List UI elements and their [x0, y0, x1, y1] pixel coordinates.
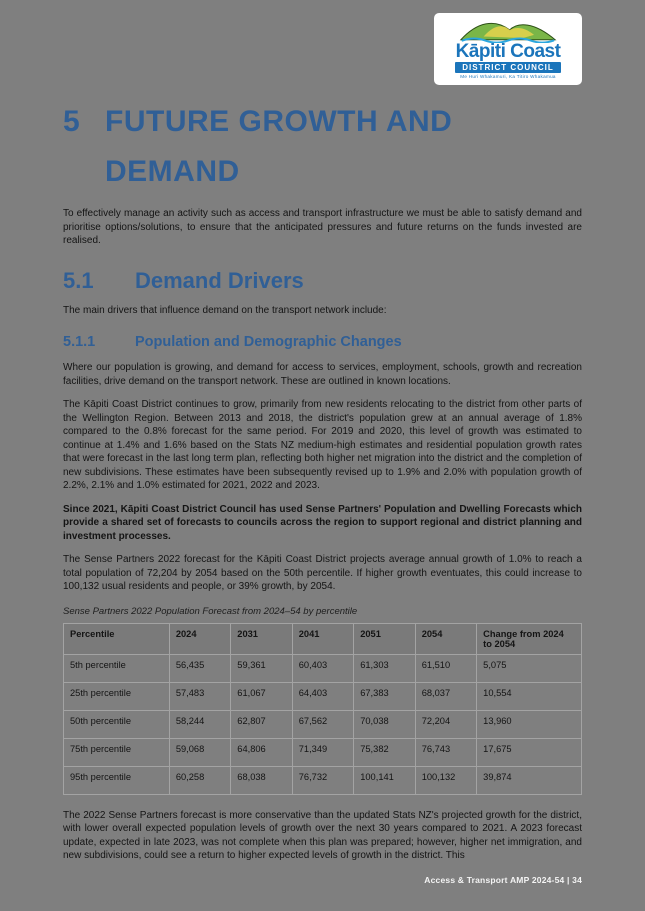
table-header-row [64, 623, 582, 654]
table-row [64, 682, 582, 710]
table-cell: 10,554 [477, 682, 582, 710]
table-cell: 72,204 [415, 710, 476, 738]
section-title [105, 97, 452, 197]
council-logo [434, 13, 582, 85]
paragraph-population-2: The Kāpiti Coast District continues to grow, primarily from new residents relocating to the district from other parts of the Wellington Region. Between 2013 and 2018, the district's population grew at an annual average of 1.8% compared to the 0.8% forecast for the same period. For 2019 and 2020, this level of growth was estimated to continue at 1.4% and 1.6% based on the Stats NZ medium-high estimates and residential population growth rates that were forecast in the last long term plan, reflecting both higher net migration into the district and the completion of new subdivisions. These estimates have been subsequently revised up to 1.9% and 2.0% with population growth of 2.2%, 2.1% and 1.0% estimated for 2021, 2022 and 2023. [63, 399, 582, 491]
table-cell: 13,960 [477, 710, 582, 738]
table-cell: 39,874 [477, 766, 582, 794]
table-cell: 61,510 [415, 654, 476, 682]
paragraph-forecast: The Sense Partners 2022 forecast for the Kāpiti Coast District projects average annual growth of 1.0% to reach a total population of 72,204 by 2054 based on the 50th percentile. If higher growth eventuates, this could increase to 100,132 usual residents and people, or 39% growth, by 2054. [63, 554, 582, 592]
table-cell: 100,132 [415, 766, 476, 794]
table-row [64, 710, 582, 738]
subsubsection-number: 5.1.1 [63, 334, 96, 350]
table-cell: 76,743 [415, 738, 476, 766]
table-cell: 64,403 [292, 682, 353, 710]
table-cell: 5th percentile [64, 654, 170, 682]
subsection-heading-5-1 [63, 268, 582, 294]
table-row [64, 738, 582, 766]
table-cell: 25th percentile [64, 682, 170, 710]
table-header-cell: 2051 [354, 623, 415, 654]
paragraph-forecast-comparison: The 2022 Sense Partners forecast is more conservative than the updated Stats NZ's projected growth for the district, with lower overall expected population levels of growth over the next 30 years compared to 2021. A 2023 forecast update, expected in late 2023, was not complete when this plan was prepared; however, higher net immigration, and new subdivisions, could see a return to higher expected levels of growth in the district. This [63, 809, 582, 861]
subsection-title: Demand Drivers [135, 267, 304, 293]
table-cell: 59,361 [231, 654, 292, 682]
population-table-body [64, 654, 582, 794]
logo-name: Kāpiti Coast [455, 41, 561, 62]
header [63, 0, 582, 85]
paragraph-population-1: Where our population is growing, and demand for access to services, employment, schools, growth and recreation facilities, drive demand on the transport network. These are outlined in known locations. [63, 362, 582, 387]
page-footer: Access & Transport AMP 2024-54 | 34 [424, 875, 582, 885]
table-cell: 5,075 [477, 654, 582, 682]
table-cell: 61,067 [231, 682, 292, 710]
paragraph-sense-partners: Since 2021, Kāpiti Coast District Council has used Sense Partners' Population and Dwelling Forecasts which provide a shared set of forecasts to councils across the region to support regional and district planning and investment processes. [63, 503, 582, 542]
subsection-heading-5-1-1 [63, 333, 582, 351]
table-header-cell: 2024 [169, 623, 230, 654]
table-cell: 75,382 [354, 738, 415, 766]
table-cell: 68,038 [231, 766, 292, 794]
table-cell: 71,349 [292, 738, 353, 766]
table-cell: 67,383 [354, 682, 415, 710]
logo-tagline: Me Huri Whakamuri, Ka Titiro Whakamua [460, 74, 556, 79]
table-header-cell: 2054 [415, 623, 476, 654]
table-cell: 95th percentile [64, 766, 170, 794]
table-cell: 62,807 [231, 710, 292, 738]
table-cell: 100,141 [354, 766, 415, 794]
section-title-line1: FUTURE GROWTH AND [105, 105, 453, 138]
table-cell: 70,038 [354, 710, 415, 738]
table-cell: 58,244 [169, 710, 230, 738]
table-cell: 56,435 [169, 654, 230, 682]
table-cell: 75th percentile [64, 738, 170, 766]
section-title-line2: DEMAND [105, 155, 240, 188]
section-number: 5 [63, 105, 81, 138]
demand-drivers-lead: The main drivers that influence demand on the transport network include: [63, 304, 387, 316]
table-row [64, 654, 582, 682]
table-cell: 68,037 [415, 682, 476, 710]
table-cell: 60,403 [292, 654, 353, 682]
intro-paragraph: To effectively manage an activity such as access and transport infrastructure we must be able to satisfy demand and prioritise options/solutions, to ensure that the anticipated pressures and future returns on the funds invested are realised. [63, 208, 582, 246]
table-cell: 59,068 [169, 738, 230, 766]
hills-logo-icon [454, 17, 562, 43]
population-forecast-table [63, 623, 582, 795]
table-header-cell: 2031 [231, 623, 292, 654]
table-header-cell: Percentile [64, 623, 170, 654]
table-row [64, 766, 582, 794]
table-cell: 76,732 [292, 766, 353, 794]
table-cell: 57,483 [169, 682, 230, 710]
table-cell: 67,562 [292, 710, 353, 738]
table-cell: 64,806 [231, 738, 292, 766]
table-cell: 50th percentile [64, 710, 170, 738]
logo-subtitle: DISTRICT COUNCIL [455, 62, 561, 73]
table-cell: 60,258 [169, 766, 230, 794]
table-header-cell: 2041 [292, 623, 353, 654]
table-cell: 61,303 [354, 654, 415, 682]
subsubsection-title: Population and Demographic Changes [135, 334, 402, 350]
table-header-cell: Change from 2024 to 2054 [477, 623, 582, 654]
section-heading [63, 97, 582, 197]
table-cell: 17,675 [477, 738, 582, 766]
table-caption: Sense Partners 2022 Population Forecast from 2024–54 by percentile [63, 605, 358, 617]
subsection-number: 5.1 [63, 267, 94, 293]
